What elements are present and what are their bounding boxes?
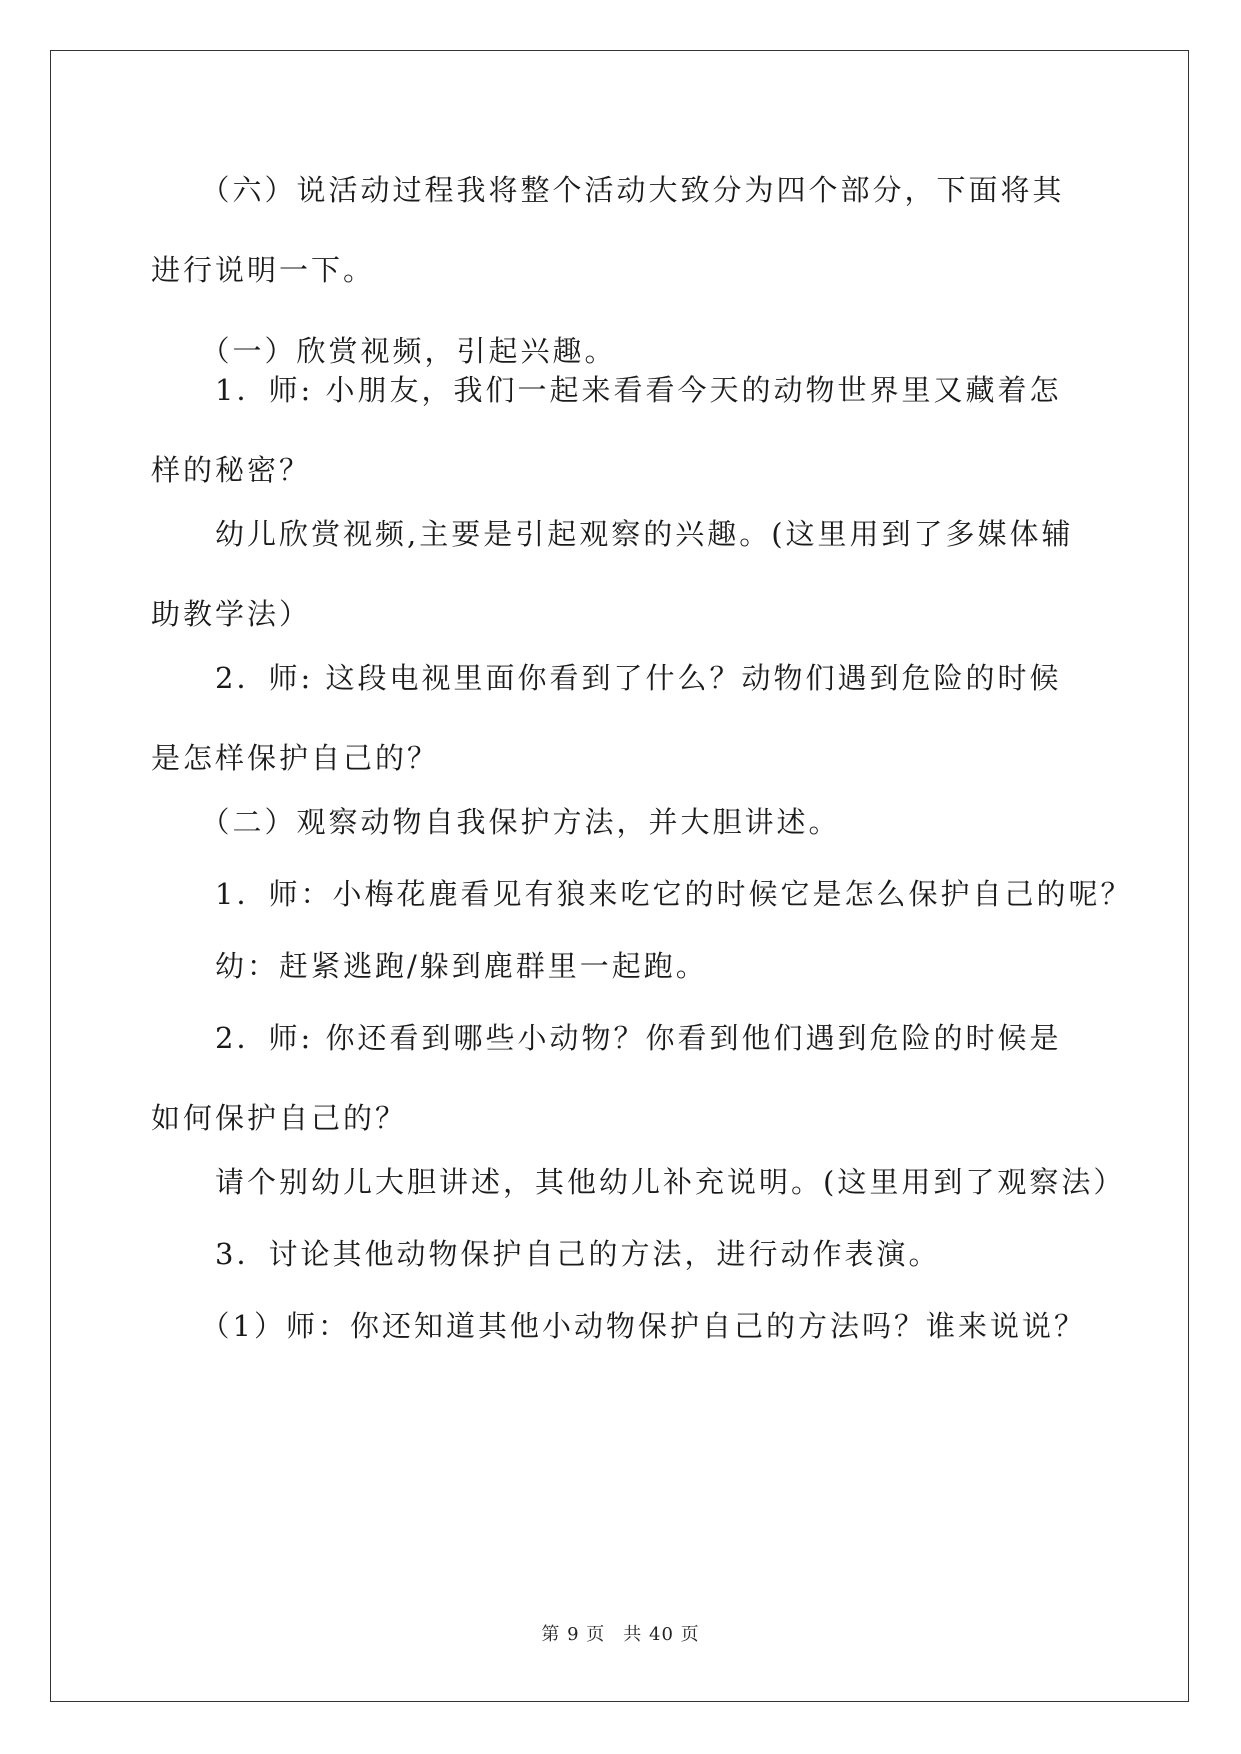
paragraph-deer-question: 1．师：小梅花鹿看见有狼来吃它的时候它是怎么保护自己的呢？: [151, 877, 1133, 911]
paragraph-teacher-question-1: 1．师: 小朋友，我们一起来看看今天的动物世界里又藏着怎样的秘密？: [151, 373, 1062, 487]
paragraph-child-answer: 幼：赶紧逃跑/躲到鹿群里一起跑。: [151, 949, 708, 983]
paragraph-discuss-methods: 3．讨论其他动物保护自己的方法，进行动作表演。: [151, 1237, 941, 1271]
page-number-current: 第 9 页: [541, 1624, 606, 1645]
page-number-total: 共 40 页: [623, 1624, 700, 1645]
paragraph-children-watch-video: 幼儿欣赏视频,主要是引起观察的兴趣。(这里用到了多媒体辅助教学法）: [151, 517, 1074, 631]
paragraph-teacher-question-2: 2．师: 这段电视里面你看到了什么？动物们遇到危险的时候是怎样保护自己的？: [151, 661, 1062, 775]
paragraph-children-describe: 请个别幼儿大胆讲述，其他幼儿补充说明。(这里用到了观察法）: [151, 1165, 1126, 1199]
heading-section-one: （一）欣赏视频，引起兴趣。: [151, 334, 617, 368]
paragraph-activity-process: （六）说活动过程我将整个活动大致分为四个部分，下面将其进行说明一下。: [151, 173, 1065, 287]
paragraph-teacher-question-3: 2．师: 你还看到哪些小动物？你看到他们遇到危险的时候是如何保护自己的？: [151, 1021, 1062, 1135]
heading-section-two: （二）观察动物自我保护方法，并大胆讲述。: [151, 805, 841, 839]
page-footer: [0, 1620, 1241, 1646]
paragraph-teacher-question-4: （1）师：你还知道其他小动物保护自己的方法吗？谁来说说？: [151, 1309, 1086, 1343]
